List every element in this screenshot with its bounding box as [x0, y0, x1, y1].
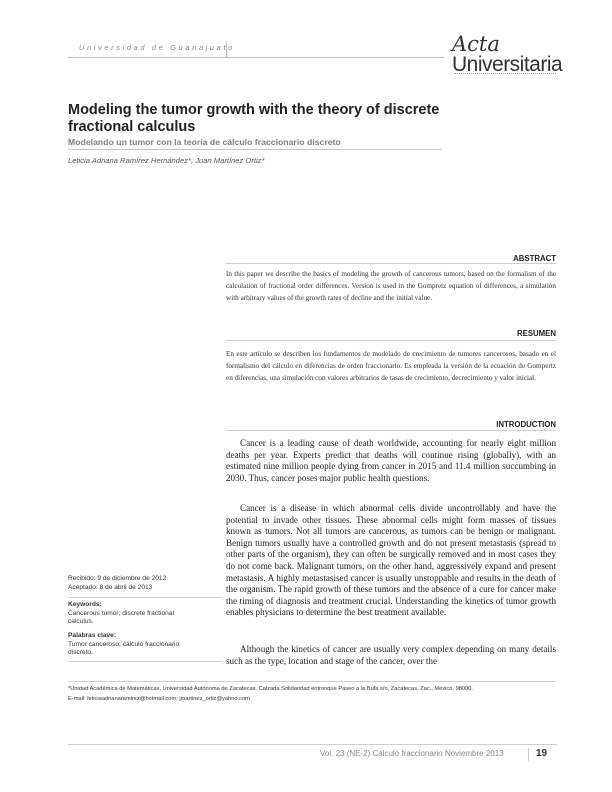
university-name: Universidad de Guanajuato — [79, 43, 235, 52]
resumen-heading: RESUMEN — [517, 329, 556, 338]
page-number: 19 — [536, 748, 548, 759]
footer-rule — [68, 744, 557, 745]
footer-divider — [528, 748, 529, 761]
header-divider — [226, 42, 227, 57]
palabras-clave-text: Tumor canceroso; cálculo fraccionario discreto. — [68, 640, 180, 657]
keywords-label: Keywords: — [68, 601, 102, 608]
introduction-heading: INTRODUCTION — [496, 420, 556, 429]
keywords-block — [68, 601, 196, 627]
journal-logo-acta: Acta — [452, 32, 500, 56]
palabras-clave-label: Palabras clave: — [68, 632, 117, 639]
intro-paragraph-1: Cancer is a leading cause of death worldwide, accounting for nearly eight million deaths per year. Experts predict that deaths will continue rising (globally), with an estimated nine million people dying from cancer in 2015 and 11.4 million succumbing in 2030. Thus, cancer poses major public health questions. — [226, 438, 556, 483]
abstract-text: In this paper we describe the basics of modeling the growth of cancerous tumors, based on the formalism of the calculation of fractional order differences. Version is used in the Gompretz equation of differences, a simulation with arbitrary values of the growth rates of decline and the initial value. — [226, 270, 556, 302]
footnote-affiliation: *Unidad Académica de Matemáticas, Universidad Autónoma de Zacatecas. Calzada Solidaridad entronque Paseo a la Bufa s/n, Zacatecas, Zac., México. 98000. — [68, 686, 473, 692]
abstract-heading: ABSTRACT — [513, 254, 556, 263]
keywords-rule — [68, 597, 222, 598]
abstract-rule — [226, 263, 556, 264]
article-authors: Leticia Adriana Ramírez Hernández*, Juan Martínez Ortiz* — [68, 156, 265, 165]
resumen-rule — [226, 340, 556, 341]
keywords-text: Cancerous tumor; discrete fractional calculus. — [68, 609, 174, 626]
palabras-clave-rule — [68, 661, 222, 662]
title-rule — [68, 149, 442, 150]
palabras-clave-block — [68, 632, 196, 658]
journal-issue: Vol. 23 (NE-2) Cálculo fraccionario Noviembre 2013 — [320, 749, 504, 758]
resumen-text: En este artículo se describen los fundamentos de modelado de crecimiento de tumores cancerosos, basado en el formalismo del cálculo en diferencias de orden fraccionario. Es empleada la versión de la ecuación de Gompertz en diferencias, una simulación con valores arbitrarios de tasas de crecimiento, decrecimiento y valor inicial. — [226, 350, 556, 382]
intro-paragraph-2: Cancer is a disease in which abnormal cells divide uncontrollably and have the potential to invade other tissues. These abnormal cells might form masses of tissues known as tumors. Not all tumors are cancerous, as tumors can be benign or malignant. Benign tumors usually have a controlled growth and do not present metastasis (spread to other parts of the organism), they can often be surgically removed and in most cases they do not come back. Malignant tumors, on the other hand, aggressively expand and present metastasis. A highly metastasised cancer is usually unstoppable and results in the death of the organism. The rapid growth of these tumors and the absence of a cure for cancer make the timing of diagnosis and treatment crucial. Understanding the kinetics of tumor growth enables physicians to determine the best treatment available. — [226, 503, 556, 618]
journal-logo-underline — [454, 73, 556, 77]
article-title: Modeling the tumor growth with the theory of discrete fractional calculus — [68, 102, 440, 135]
footnote-rule — [68, 681, 556, 682]
accepted-date: Aceptado: 8 de abril de 2013 — [68, 583, 153, 591]
header-rule — [68, 57, 444, 58]
article-subtitle: Modelando un tumor con la teoría de cálculo fraccionario discreto — [68, 137, 341, 147]
journal-logo-universitaria: Universitaria — [452, 53, 563, 76]
received-date: Recibido: 9 de diciembre de 2012 — [68, 575, 167, 582]
footnote-email: E-mail: leticiaadrianaramirez@hotmail.com; jmartinez_ortiz@yahoo.com — [68, 696, 250, 702]
introduction-rule — [226, 430, 556, 431]
intro-paragraph-3: Although the kinetics of cancer are usually very complex depending on many details such as the type, location and stage of the cancer, over the — [226, 644, 556, 666]
article-dates — [68, 575, 196, 592]
